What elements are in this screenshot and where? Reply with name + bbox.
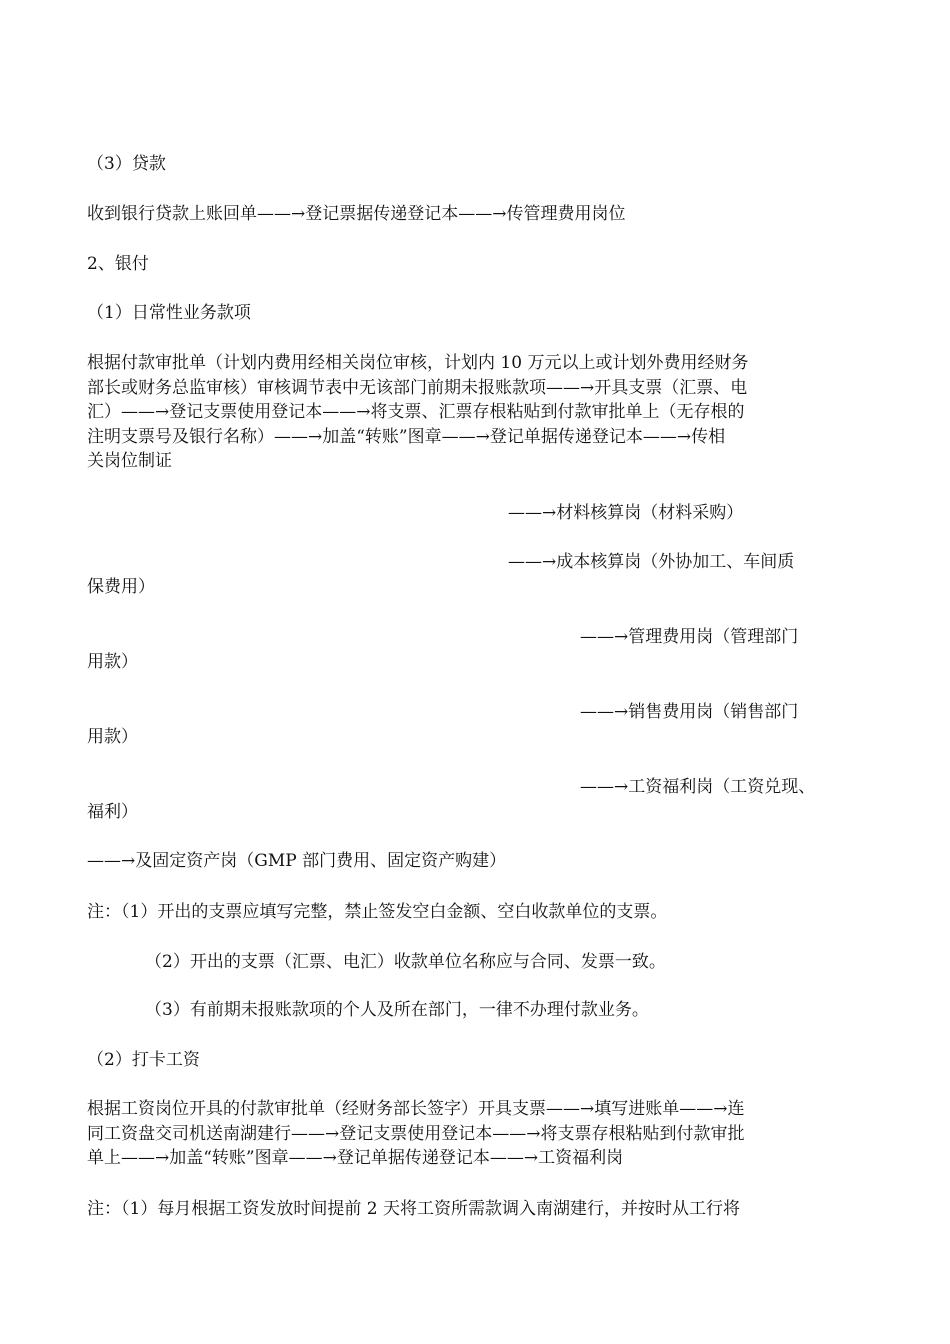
branch-management-continued: 用款） [87, 652, 138, 672]
heading-bank-payment: 2、银付 [87, 254, 149, 274]
payroll-flow-line: 同工资盘交司机送南湖建行——→登记支票使用登记本——→将支票存根粘贴到付款审批 [87, 1123, 745, 1144]
loan-flow: 收到银行贷款上账回单——→登记票据传递登记本——→传管理费用岗位 [87, 204, 626, 224]
note-2: （2）开出的支票（汇票、电汇）收款单位名称应与合同、发票一致。 [145, 952, 666, 972]
daily-flow-paragraph [87, 351, 852, 474]
branch-cost-continued: 保费用） [87, 577, 155, 597]
daily-flow-line: 注明支票号及银行名称）——→加盖“转账”图章——→登记单据传递登记本——→传相 [87, 426, 726, 447]
branch-management: ——→管理费用岗（管理部门 [580, 627, 799, 647]
branch-wage: ——→工资福利岗（工资兑现、 [580, 777, 816, 797]
branch-sales-continued: 用款） [87, 727, 138, 747]
branch-cost: ——→成本核算岗（外协加工、车间质 [508, 552, 795, 572]
branch-sales: ——→销售费用岗（销售部门 [580, 702, 799, 722]
branch-material: ——→材料核算岗（材料采购） [508, 503, 744, 523]
payroll-flow-line: 单上——→加盖“转账”图章——→登记单据传递登记本——→工资福利岗 [87, 1148, 624, 1168]
heading-daily-business: （1）日常性业务款项 [87, 303, 251, 323]
branch-wage-continued: 福利） [87, 802, 138, 822]
daily-flow-line: 根据付款审批单（计划内费用经相关岗位审核，计划内 10 万元以上或计划外费用经财务 [87, 353, 749, 373]
branch-fixed-assets: ——→及固定资产岗（GMP 部门费用、固定资产购建） [87, 851, 507, 871]
daily-flow-line: 关岗位制证 [87, 451, 172, 471]
heading-loan: （3）贷款 [87, 154, 166, 174]
daily-flow-line: 部长或财务总监审核）审核调节表中无该部门前期未报账款项——→开具支票（汇票、电 [87, 377, 748, 398]
payroll-flow-paragraph [87, 1097, 852, 1171]
daily-flow-line: 汇）——→登记支票使用登记本——→将支票、汇票存根粘贴到付款审批单上（无存根的 [87, 402, 745, 422]
note-payroll: 注：（1）每月根据工资发放时间提前 2 天将工资所需款调入南湖建行，并按时从工行将 [87, 1199, 740, 1219]
note-1: 注：（1）开出的支票应填写完整，禁止签发空白金额、空白收款单位的支票。 [87, 902, 668, 922]
note-3: （3）有前期未报账款项的个人及所在部门，一律不办理付款业务。 [145, 1000, 649, 1020]
heading-payroll: （2）打卡工资 [87, 1050, 200, 1070]
payroll-flow-line: 根据工资岗位开具的付款审批单（经财务部长签字）开具支票——→填写进账单——→连 [87, 1099, 745, 1119]
